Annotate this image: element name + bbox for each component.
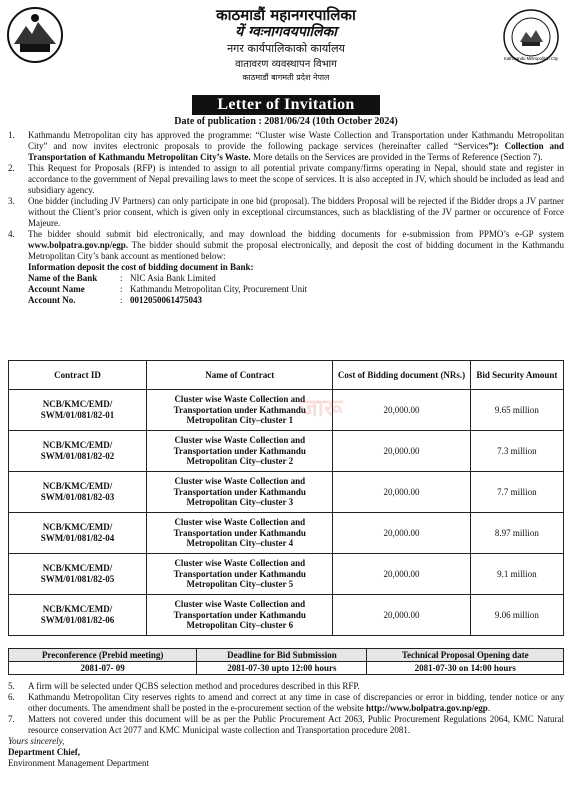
table-row [9,595,564,636]
bolpatra-url-link[interactable]: http://www.bolpatra.gov.np/egp [365,702,488,713]
contract-id-line: SWM/01/081/82-05 [40,574,115,584]
contract-name-line: Metropolitan City–cluster 6 [186,620,294,631]
seal-text: Kathmandu Metropolitan City [504,56,558,61]
department-name: Environment Management Department [8,757,149,768]
paragraph-2 [8,163,564,196]
contracts-table [8,360,564,636]
text-span: More details on the Services are provided in the Terms of Reference (Section 7). [250,151,543,162]
paragraph-4 [8,229,564,262]
contract-id-line: NCB/KMC/EMD/ [42,522,113,533]
paragraph-number: 1. [8,130,15,140]
table-header-row [9,361,564,390]
bank-info-label: Account Name [28,283,85,294]
letterhead [0,4,572,83]
bidding-cost: 20,000.00 [333,554,470,595]
column-header: Preconference (Prebid meeting) [9,649,197,662]
text-span: Kathmandu Metropolitan city has approved the programme: “Cluster wise Waste Collection and Transportation under Kathmandu Metropolitan City” and now invites electronic proposals to provide the following package services (hereinafter called “Services [28,130,564,151]
schedule-row [9,662,564,675]
paragraph-text: A firm will be selected under QCBS selection method and procedures described in this RFP. [28,681,360,691]
contract-name-line: Metropolitan City–cluster 3 [186,497,294,508]
opening-date: 2081-07-30 on 14:00 hours [367,662,564,675]
paragraph-6 [8,692,564,714]
contract-name-line: Cluster wise Waste Collection and [174,516,306,527]
contract-id [9,390,147,431]
contract-name-line: Metropolitan City–cluster 1 [186,415,294,426]
paragraph-number: 6. [8,691,15,702]
bid-security: 9.06 million [470,595,563,636]
bid-security: 8.97 million [470,513,563,554]
bidding-cost: 20,000.00 [333,431,470,472]
contract-name-line: Cluster wise Waste Collection and [174,475,306,486]
contract-name-line: Transportation under Kathmandu [173,568,306,579]
contract-id [9,595,147,636]
contract-name-line: Transportation under Kathmandu [173,445,306,456]
bank-info-heading: Information deposit the cost of bidding document in Bank: [28,261,254,272]
contract-id-line: NCB/KMC/EMD/ [42,399,113,410]
contract-id-line: NCB/KMC/EMD/ [42,481,113,492]
bid-security: 9.1 million [470,554,563,595]
table-row [9,431,564,472]
paragraph-number: 7. [8,713,15,724]
paragraph-text: This Request for Proposals (RFP) is intended to assign to all potential private company/firms operating in Nepal, should state and register in accordance to the government of Nepal prevailing laws to meet the scope of services. It is also accepted in JV, which should be included as lead and subsidiary agency. [28,162,564,195]
notice-footer [8,681,564,769]
notice-body [8,130,564,306]
column-header: Deadline for Bid Submission [197,649,367,662]
contract-name-line: Transportation under Kathmandu [173,486,306,497]
letterhead-line-2: यें ग्वःनागवयपालिका [235,24,337,41]
column-header: Contract ID [9,361,147,390]
contract-id [9,472,147,513]
bolpatra-link[interactable]: www.bolpatra.gov.np/egp. [28,239,129,250]
contract-name-line: Cluster wise Waste Collection and [174,598,306,609]
bidding-cost: 20,000.00 [333,595,470,636]
paragraph-number: 3. [8,195,15,206]
contract-name-line: Metropolitan City–cluster 2 [186,456,294,467]
bidding-cost: 20,000.00 [333,513,470,554]
contract-name [147,513,333,554]
letterhead-line-4: वातावरण व्यवस्थापन विभाग [235,58,337,70]
contract-name [147,554,333,595]
contract-name-line: Metropolitan City–cluster 5 [186,579,294,590]
contract-name-line: Transportation under Kathmandu [173,527,306,538]
contract-name-line: Metropolitan City–cluster 4 [186,538,294,549]
letterhead-line-1: काठमाडौं महानगरपालिका [216,6,356,24]
column-header: Cost of Bidding document (NRs.) [333,361,470,390]
closing-salutation: Yours sincerely, [8,735,65,746]
paragraph-3 [8,196,564,229]
submission-deadline: 2081-07-30 upto 12:00 hours [197,662,367,675]
text-span: The bidder should submit bid electronically, and may download the bidding documents for e-submission from PPMO’s e-GP system [28,228,564,239]
contract-name [147,595,333,636]
bidding-cost: 20,000.00 [333,390,470,431]
contract-id [9,431,147,472]
contract-name-line: Transportation under Kathmandu [173,609,306,620]
paragraph-number: 2. [8,162,15,173]
text-span-bold: ”): Collection and Transportation of Kathmandu Metropolitan City’s Waste. [28,140,564,162]
bank-info-row [28,273,564,284]
contract-id [9,513,147,554]
bid-security: 9.65 million [470,390,563,431]
paragraph-1 [8,130,564,163]
table-row [9,513,564,554]
contract-id-line: NCB/KMC/EMD/ [42,440,113,451]
separator: : [120,272,123,283]
paragraph-text [28,229,564,262]
schedule-table [8,648,564,675]
separator: : [120,283,123,294]
contract-id [9,554,147,595]
contract-id-line: NCB/KMC/EMD/ [42,604,113,615]
bank-info-value: NIC Asia Bank Limited [130,272,216,283]
column-header: Name of Contract [147,361,333,390]
contract-id-line: NCB/KMC/EMD/ [42,563,113,574]
signatory: Department Chief, [8,746,80,757]
column-header: Technical Proposal Opening date [367,649,564,662]
text-span: . [487,702,491,713]
prebid-date: 2081-07- 09 [9,662,197,675]
paragraph-5 [8,681,564,692]
text-span: The bidder should submit the proposal electronically, and deposit the cost of bidding document in the Kathmandu Metropolitan City’s bank account as mentioned below: [28,239,564,261]
contract-id-line: SWM/01/081/82-04 [40,533,115,543]
bank-info-value: 0012050061475043 [130,294,202,305]
schedule-header-row [9,649,564,662]
bank-info-row [28,295,564,306]
paragraph-text [28,130,564,163]
bank-info-row [28,284,564,295]
bid-security: 7.3 million [470,431,563,472]
table-row [9,390,564,431]
contract-id-line: SWM/01/081/82-03 [40,492,115,502]
contract-name [147,431,333,472]
bank-info-label: Account No. [28,294,76,305]
publication-date: Date of publication : 2081/06/24 (10th October 2024) [174,116,398,127]
letterhead-line-5: काठमाडौं बागमती प्रदेश नेपाल [242,72,330,82]
paragraph-number: 5. [8,681,15,691]
text-span: Kathmandu Metropolitan City reserves rights to amend and correct at any time in case of discrepancies or error in bidding, tender notice or any other documents. The amendment shall be posted in the e-procurement section of the website [28,691,564,713]
table-row [9,554,564,595]
bidding-cost: 20,000.00 [333,472,470,513]
letterhead-line-3: नगर कार्यपालिकाको कार्यालय [227,42,345,56]
bank-info-label: Name of the Bank [28,272,98,283]
paragraph-text [28,692,564,714]
column-header: Bid Security Amount [470,361,563,390]
bank-info-value: Kathmandu Metropolitan City, Procurement Unit [130,283,308,294]
document-title: Letter of Invitation [192,95,380,115]
contract-id-line: SWM/01/081/82-06 [40,615,115,625]
contract-id-line: SWM/01/081/82-01 [40,410,115,420]
contract-name-line: Cluster wise Waste Collection and [174,557,306,568]
paragraph-7 [8,714,564,736]
bank-info [28,262,564,306]
contract-name-line: Transportation under Kathmandu [173,404,306,415]
bid-security: 7.7 million [470,472,563,513]
paragraph-number: 4. [8,228,15,239]
contract-name-line: Cluster wise Waste Collection and [174,393,306,404]
paragraph-text: One bidder (including JV Partners) can only participate in one bid (proposal). The bidders Proposal will be rejected if the Bidder drops a JV partner without the Client’s prior consent, which is given only in exceptional circumstances, such as blacklisting of the JV partner or occurence of Force Majeure. [28,195,564,228]
watermark: जारू [300,394,343,422]
paragraph-text: Matters not covered under this document will be as per the Public Procurement Act 2063, Public Procurement Regulations 2064, KMC Natural resource conservation Act 2077 and KMC Municipal waste collection and Transportation procedure 2081. [28,713,564,735]
table-row [9,472,564,513]
contract-name-line: Cluster wise Waste Collection and [174,434,306,445]
contract-id-line: SWM/01/081/82-02 [40,451,115,461]
separator: : [120,294,123,305]
contract-name [147,472,333,513]
